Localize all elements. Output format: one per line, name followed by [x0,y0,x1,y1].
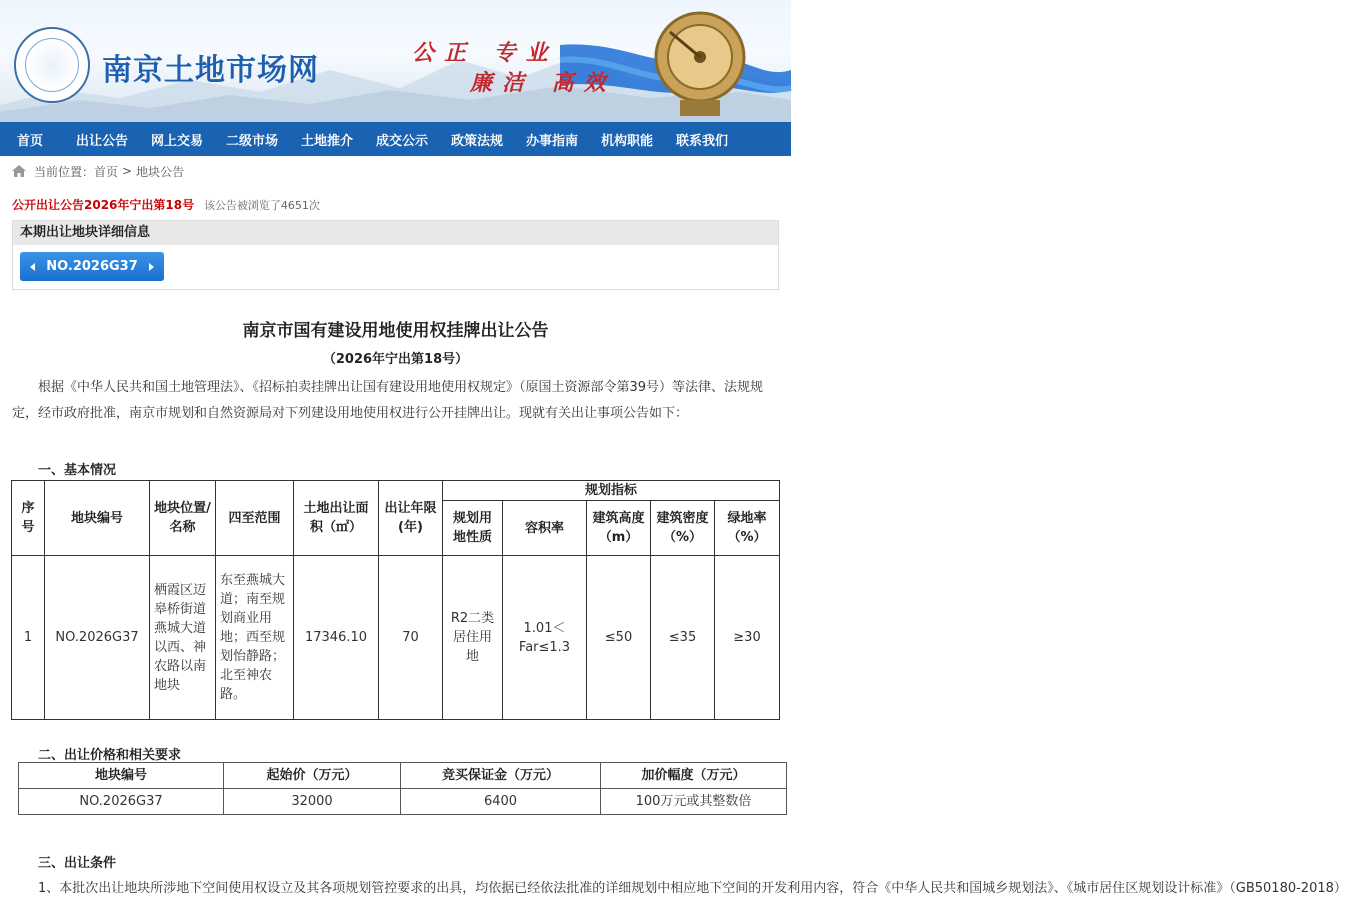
price-header-start: 起始价（万元） [224,763,401,789]
document-title: 南京市国有建设用地使用权挂牌出让公告 [242,321,549,341]
site-banner [0,0,791,122]
cell-density: ≤35 [651,556,715,720]
main-nav [0,122,791,156]
header-location: 地块位置/名称 [150,481,216,556]
section-heading-1: 一、基本情况 [38,463,117,478]
breadcrumb-home[interactable]: 首页 [94,164,119,179]
nav-item-4[interactable]: 土地推介 [301,133,354,149]
table-row [19,789,787,815]
section-heading-2: 二、出让价格和相关要求 [38,748,182,763]
nav-item-3[interactable]: 二级市场 [226,133,279,149]
breadcrumb-current[interactable]: 地块公告 [136,164,185,179]
header-bounds: 四至范围 [216,481,294,556]
header-green: 绿地率（%） [715,501,780,556]
nav-item-7[interactable]: 办事指南 [526,133,579,149]
nav-item-9[interactable]: 联系我们 [676,133,729,149]
basic-info-table [11,480,780,720]
price-cell-start: 32000 [224,789,401,815]
plot-tab[interactable] [20,252,164,281]
price-cell-code: NO.2026G37 [19,789,224,815]
price-header-code: 地块编号 [19,763,224,789]
nav-item-0[interactable]: 首页 [17,133,44,149]
price-table [18,762,787,815]
cell-seq: 1 [12,556,45,720]
document-intro: 根据《中华人民共和国土地管理法》、《招标拍卖挂牌出让国有建设用地使用权规定》（原国土资源部令第39号）等法律、法规规定，经市政府批准，南京市规划和自然资源局对下列建设用地使用权进行公开挂牌出让。现就有关出让事项公告如下： [12,380,764,421]
header-seq: 序号 [12,481,45,556]
slogan-line-2: 廉洁 高效 [470,70,616,96]
breadcrumb-prefix: 当前位置： [34,164,95,179]
price-header-increment: 加价幅度（万元） [601,763,787,789]
price-cell-increment: 100万元或其整数倍 [601,789,787,815]
breadcrumb-separator: > [122,164,133,178]
header-area: 土地出让面积（㎡） [294,481,379,556]
site-title[interactable]: 南京土地市场网 [102,53,319,88]
cell-location: 栖霞区迈皋桥街道燕城大道以西、神农路以南地块 [150,556,216,720]
section-heading-3: 三、出让条件 [38,856,117,871]
home-icon [12,165,26,177]
header-planning: 规划指标 [443,481,780,501]
cell-land-use: R2二类居住用地 [443,556,503,720]
chevron-left-icon[interactable] [30,263,35,271]
cell-term: 70 [379,556,443,720]
condition-paragraph: 1、本批次出让地块所涉地下空间使用权设立及其各项规划管控要求的出具，均依据已经依法批准的详细规划中相应地下空间的开发利用内容，符合《中华人民共和国城乡规划法》、《城市居住区规划设计标准》（GB50180-2018） [38,881,1347,896]
table-row [12,556,780,720]
header-land-use: 规划用地性质 [443,501,503,556]
sundial-icon [640,2,760,122]
price-cell-deposit: 6400 [401,789,601,815]
nav-item-2[interactable]: 网上交易 [151,133,204,149]
cell-height: ≤50 [587,556,651,720]
price-header-deposit: 竞买保证金（万元） [401,763,601,789]
slogan-line-1: 公正 专业 [412,40,558,66]
plot-tab-label: NO.2026G37 [46,259,138,274]
header-code: 地块编号 [45,481,150,556]
chevron-right-icon[interactable] [149,263,154,271]
plot-info-heading: 本期出让地块详细信息 [13,221,778,245]
site-logo-seal[interactable] [14,27,90,103]
header-term: 出让年限(年) [379,481,443,556]
document-subtitle: （2026年宁出第18号） [322,352,469,367]
plot-info-box [12,220,779,290]
cell-code: NO.2026G37 [45,556,150,720]
nav-item-8[interactable]: 机构职能 [601,133,654,149]
announcement-line [12,196,320,213]
cell-green: ≥30 [715,556,780,720]
breadcrumb [12,160,184,182]
header-height: 建筑高度（m） [587,501,651,556]
announcement-title: 公开出让公告2026年宁出第18号 [12,198,195,212]
view-count: 该公告被浏览了4651次 [203,199,320,212]
nav-item-1[interactable]: 出让公告 [76,133,129,149]
nav-item-5[interactable]: 成交公示 [376,133,429,149]
nav-item-6[interactable]: 政策法规 [451,133,504,149]
cell-area: 17346.10 [294,556,379,720]
cell-bounds: 东至燕城大道；南至规划商业用地；西至规划怡静路；北至神农路。 [216,556,294,720]
header-far: 容积率 [503,501,587,556]
header-density: 建筑密度（%） [651,501,715,556]
cell-far: 1.01＜Far≤1.3 [503,556,587,720]
